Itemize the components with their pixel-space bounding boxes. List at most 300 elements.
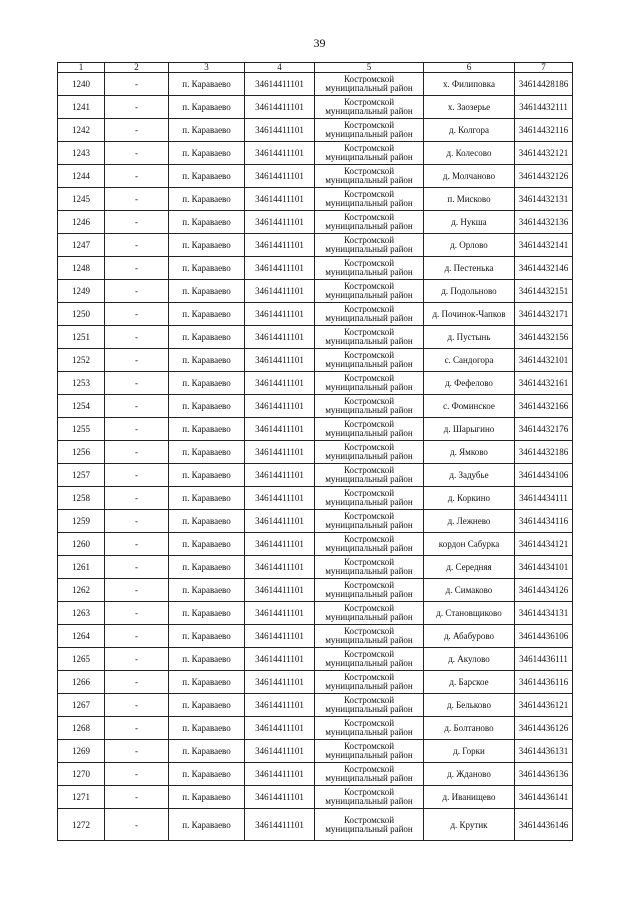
locality-cell: п. Караваево xyxy=(169,165,245,188)
district-cell xyxy=(315,763,424,786)
district-name-line1: Костромской xyxy=(343,787,395,797)
column-2-cell: - xyxy=(105,73,169,96)
settlement-cell: д. Орлово xyxy=(424,234,515,257)
settlement-cell: д. Абабурово xyxy=(424,625,515,648)
column-2-cell: - xyxy=(105,165,169,188)
district-name-line2: муниципальный район xyxy=(325,359,413,369)
district-cell xyxy=(315,234,424,257)
district-name-line1: Костромской xyxy=(343,327,395,337)
district-name-line1: Костромской xyxy=(343,120,395,130)
settlement-cell: д. Крутик xyxy=(424,809,515,841)
settlement-cell: д. Пестенька xyxy=(424,257,515,280)
district-name-line2: муниципальный район xyxy=(325,106,413,116)
locality-cell: п. Караваево xyxy=(169,556,245,579)
column-2-cell: - xyxy=(105,809,169,841)
settlement-cell: х. Филиповка xyxy=(424,73,515,96)
settlement-code-cell: 34614434106 xyxy=(515,464,573,487)
settlement-cell: д. Барское xyxy=(424,671,515,694)
settlement-cell: д. Ямково xyxy=(424,441,515,464)
col-header-7: 7 xyxy=(515,63,573,73)
row-number-cell: 1272 xyxy=(58,809,105,841)
row-number-cell: 1258 xyxy=(58,487,105,510)
district-cell xyxy=(315,119,424,142)
oktmo-code-cell: 34614411101 xyxy=(245,142,315,165)
locality-cell: п. Караваево xyxy=(169,372,245,395)
column-2-cell: - xyxy=(105,464,169,487)
column-2-cell: - xyxy=(105,740,169,763)
district-name-line1: Костромской xyxy=(343,212,395,222)
district-name-line1: Костромской xyxy=(343,143,395,153)
district-name-line2: муниципальный район xyxy=(325,681,413,691)
district-cell xyxy=(315,326,424,349)
district-name-line2: муниципальный район xyxy=(325,382,413,392)
district-name-line2: муниципальный район xyxy=(325,152,413,162)
row-number-cell: 1267 xyxy=(58,694,105,717)
column-2-cell: - xyxy=(105,510,169,533)
locality-cell: п. Караваево xyxy=(169,234,245,257)
locality-cell: п. Караваево xyxy=(169,533,245,556)
column-2-cell: - xyxy=(105,487,169,510)
district-cell xyxy=(315,487,424,510)
settlement-code-cell: 34614436141 xyxy=(515,786,573,809)
district-name-line2: муниципальный район xyxy=(325,704,413,714)
settlement-code-cell: 34614436146 xyxy=(515,809,573,841)
col-header-6: 6 xyxy=(424,63,515,73)
column-2-cell: - xyxy=(105,763,169,786)
district-cell xyxy=(315,809,424,841)
table-row xyxy=(58,533,573,556)
row-number-cell: 1241 xyxy=(58,96,105,119)
settlement-code-cell: 34614434126 xyxy=(515,579,573,602)
column-2-cell: - xyxy=(105,579,169,602)
row-number-cell: 1242 xyxy=(58,119,105,142)
locality-cell: п. Караваево xyxy=(169,418,245,441)
district-name-line1: Костромской xyxy=(343,373,395,383)
district-name-line2: муниципальный район xyxy=(325,221,413,231)
settlement-code-cell: 34614436131 xyxy=(515,740,573,763)
column-2-cell: - xyxy=(105,326,169,349)
district-name-line2: муниципальный район xyxy=(325,474,413,484)
settlement-code-cell: 34614434101 xyxy=(515,556,573,579)
column-2-cell: - xyxy=(105,257,169,280)
district-cell xyxy=(315,671,424,694)
col-header-3: 3 xyxy=(169,63,245,73)
column-2-cell: - xyxy=(105,441,169,464)
settlement-cell: д. Середняя xyxy=(424,556,515,579)
oktmo-code-cell: 34614411101 xyxy=(245,602,315,625)
table-row xyxy=(58,625,573,648)
oktmo-code-cell: 34614411101 xyxy=(245,257,315,280)
settlement-cell: с. Фоминское xyxy=(424,395,515,418)
page-number: 39 xyxy=(313,36,326,50)
row-number-cell: 1243 xyxy=(58,142,105,165)
column-2-cell: - xyxy=(105,556,169,579)
oktmo-code-cell: 34614411101 xyxy=(245,625,315,648)
column-2-cell: - xyxy=(105,234,169,257)
district-name-line2: муниципальный район xyxy=(325,405,413,415)
settlement-cell: д. Пустынь xyxy=(424,326,515,349)
settlement-code-cell: 34614434121 xyxy=(515,533,573,556)
table-row xyxy=(58,786,573,809)
district-cell xyxy=(315,694,424,717)
table-row xyxy=(58,372,573,395)
col-header-5: 5 xyxy=(315,63,424,73)
column-2-cell: - xyxy=(105,395,169,418)
locality-cell: п. Караваево xyxy=(169,395,245,418)
table-row xyxy=(58,234,573,257)
locality-cell: п. Караваево xyxy=(169,257,245,280)
table-row xyxy=(58,73,573,96)
column-2-cell: - xyxy=(105,349,169,372)
district-cell xyxy=(315,418,424,441)
district-name-line2: муниципальный район xyxy=(325,336,413,346)
column-2-cell: - xyxy=(105,533,169,556)
settlement-code-cell: 34614432146 xyxy=(515,257,573,280)
settlement-code-cell: 34614432131 xyxy=(515,188,573,211)
table-row xyxy=(58,602,573,625)
district-cell xyxy=(315,96,424,119)
oktmo-code-cell: 34614411101 xyxy=(245,556,315,579)
row-number-cell: 1268 xyxy=(58,717,105,740)
district-cell xyxy=(315,786,424,809)
row-number-cell: 1246 xyxy=(58,211,105,234)
row-number-cell: 1254 xyxy=(58,395,105,418)
district-name-line1: Костромской xyxy=(343,189,395,199)
row-number-cell: 1253 xyxy=(58,372,105,395)
table-row xyxy=(58,418,573,441)
locality-cell: п. Караваево xyxy=(169,326,245,349)
table-row xyxy=(58,349,573,372)
settlement-code-cell: 34614432186 xyxy=(515,441,573,464)
settlement-cell: д. Коркино xyxy=(424,487,515,510)
district-cell xyxy=(315,211,424,234)
locality-cell: п. Караваево xyxy=(169,648,245,671)
row-number-cell: 1247 xyxy=(58,234,105,257)
district-name-line1: Костромской xyxy=(343,557,395,567)
header-row xyxy=(58,63,573,73)
district-name-line1: Костромской xyxy=(343,649,395,659)
locality-cell: п. Караваево xyxy=(169,694,245,717)
district-name-line1: Костромской xyxy=(343,511,395,521)
district-name-line2: муниципальный район xyxy=(325,83,413,93)
settlement-cell: д. Фефелово xyxy=(424,372,515,395)
table-row xyxy=(58,694,573,717)
oktmo-code-cell: 34614411101 xyxy=(245,533,315,556)
settlement-cell: с. Сандогора xyxy=(424,349,515,372)
row-number-cell: 1255 xyxy=(58,418,105,441)
column-2-cell: - xyxy=(105,625,169,648)
locality-cell: п. Караваево xyxy=(169,671,245,694)
locality-cell: п. Караваево xyxy=(169,809,245,841)
locality-cell: п. Караваево xyxy=(169,717,245,740)
oktmo-code-cell: 34614411101 xyxy=(245,510,315,533)
district-cell xyxy=(315,257,424,280)
col-header-4: 4 xyxy=(245,63,315,73)
district-name-line1: Костромской xyxy=(343,741,395,751)
table-row xyxy=(58,326,573,349)
table-row xyxy=(58,763,573,786)
table-row xyxy=(58,188,573,211)
district-name-line2: муниципальный район xyxy=(325,823,413,834)
settlement-code-cell: 34614436111 xyxy=(515,648,573,671)
district-name-line2: муниципальный район xyxy=(325,727,413,737)
table-row xyxy=(58,165,573,188)
district-name-line2: муниципальный район xyxy=(325,129,413,139)
district-name-line2: муниципальный район xyxy=(325,290,413,300)
district-cell xyxy=(315,372,424,395)
table-row xyxy=(58,510,573,533)
table-row xyxy=(58,648,573,671)
district-name-line1: Костромской xyxy=(343,235,395,245)
row-number-cell: 1261 xyxy=(58,556,105,579)
district-cell xyxy=(315,602,424,625)
district-name-line1: Костромской xyxy=(343,258,395,268)
district-name-line2: муниципальный район xyxy=(325,313,413,323)
locality-cell: п. Караваево xyxy=(169,96,245,119)
oktmo-code-cell: 34614411101 xyxy=(245,211,315,234)
settlement-cell: д. Жданово xyxy=(424,763,515,786)
oktmo-code-cell: 34614411101 xyxy=(245,441,315,464)
oktmo-code-cell: 34614411101 xyxy=(245,418,315,441)
settlement-code-cell: 34614432141 xyxy=(515,234,573,257)
settlement-code-cell: 34614434116 xyxy=(515,510,573,533)
settlement-code-cell: 34614428186 xyxy=(515,73,573,96)
district-name-line2: муниципальный район xyxy=(325,198,413,208)
locality-cell: п. Караваево xyxy=(169,763,245,786)
oktmo-code-cell: 34614411101 xyxy=(245,487,315,510)
row-number-cell: 1271 xyxy=(58,786,105,809)
district-name-line2: муниципальный район xyxy=(325,635,413,645)
district-name-line1: Костромской xyxy=(343,814,395,825)
district-cell xyxy=(315,303,424,326)
row-number-cell: 1251 xyxy=(58,326,105,349)
row-number-cell: 1249 xyxy=(58,280,105,303)
district-name-line1: Костромской xyxy=(343,97,395,107)
column-2-cell: - xyxy=(105,119,169,142)
district-name-line1: Костромской xyxy=(343,488,395,498)
settlement-code-cell: 34614436136 xyxy=(515,763,573,786)
settlement-cell: кордон Сабурка xyxy=(424,533,515,556)
locality-cell: п. Караваево xyxy=(169,625,245,648)
settlement-code-cell: 34614432111 xyxy=(515,96,573,119)
district-name-line2: муниципальный район xyxy=(325,773,413,783)
oktmo-code-cell: 34614411101 xyxy=(245,717,315,740)
locality-cell: п. Караваево xyxy=(169,464,245,487)
oktmo-code-cell: 34614411101 xyxy=(245,96,315,119)
locality-cell: п. Караваево xyxy=(169,142,245,165)
row-number-cell: 1252 xyxy=(58,349,105,372)
district-name-line2: муниципальный район xyxy=(325,589,413,599)
district-name-line2: муниципальный район xyxy=(325,497,413,507)
settlement-cell: д. Починок-Чапков xyxy=(424,303,515,326)
locality-cell: п. Караваево xyxy=(169,211,245,234)
district-name-line1: Костромской xyxy=(343,166,395,176)
column-2-cell: - xyxy=(105,602,169,625)
settlement-cell: д. Колесово xyxy=(424,142,515,165)
row-number-cell: 1250 xyxy=(58,303,105,326)
table-row xyxy=(58,740,573,763)
locality-cell: п. Караваево xyxy=(169,487,245,510)
settlement-cell: д. Молчаново xyxy=(424,165,515,188)
district-name-line1: Костромской xyxy=(343,465,395,475)
oktmo-code-cell: 34614411101 xyxy=(245,694,315,717)
column-2-cell: - xyxy=(105,211,169,234)
column-2-cell: - xyxy=(105,418,169,441)
row-number-cell: 1257 xyxy=(58,464,105,487)
district-name-line1: Костромской xyxy=(343,281,395,291)
locality-cell: п. Караваево xyxy=(169,441,245,464)
settlements-table xyxy=(57,62,573,841)
oktmo-code-cell: 34614411101 xyxy=(245,280,315,303)
column-2-cell: - xyxy=(105,648,169,671)
district-name-line1: Костромской xyxy=(343,695,395,705)
locality-cell: п. Караваево xyxy=(169,579,245,602)
col-header-1: 1 xyxy=(58,63,105,73)
oktmo-code-cell: 34614411101 xyxy=(245,372,315,395)
district-cell xyxy=(315,188,424,211)
column-2-cell: - xyxy=(105,671,169,694)
locality-cell: п. Караваево xyxy=(169,73,245,96)
district-name-line2: муниципальный район xyxy=(325,566,413,576)
district-cell xyxy=(315,73,424,96)
settlement-cell: д. Горки xyxy=(424,740,515,763)
oktmo-code-cell: 34614411101 xyxy=(245,234,315,257)
settlement-code-cell: 34614432116 xyxy=(515,119,573,142)
district-name-line1: Костромской xyxy=(343,304,395,314)
settlement-code-cell: 34614436106 xyxy=(515,625,573,648)
district-cell xyxy=(315,648,424,671)
district-name-line1: Костромской xyxy=(343,580,395,590)
table-row xyxy=(58,303,573,326)
oktmo-code-cell: 34614411101 xyxy=(245,809,315,841)
district-cell xyxy=(315,280,424,303)
district-cell xyxy=(315,441,424,464)
settlement-code-cell: 34614432151 xyxy=(515,280,573,303)
district-name-line2: муниципальный район xyxy=(325,750,413,760)
settlement-code-cell: 34614432156 xyxy=(515,326,573,349)
oktmo-code-cell: 34614411101 xyxy=(245,188,315,211)
district-name-line2: муниципальный район xyxy=(325,520,413,530)
table-row xyxy=(58,556,573,579)
settlement-code-cell: 34614436116 xyxy=(515,671,573,694)
district-name-line2: муниципальный район xyxy=(325,428,413,438)
district-name-line2: муниципальный район xyxy=(325,612,413,622)
table-body xyxy=(58,73,573,841)
locality-cell: п. Караваево xyxy=(169,188,245,211)
district-name-line1: Костромской xyxy=(343,718,395,728)
row-number-cell: 1270 xyxy=(58,763,105,786)
oktmo-code-cell: 34614411101 xyxy=(245,395,315,418)
district-name-line1: Костромской xyxy=(343,534,395,544)
table-row xyxy=(58,464,573,487)
settlement-code-cell: 34614432171 xyxy=(515,303,573,326)
row-number-cell: 1260 xyxy=(58,533,105,556)
row-number-cell: 1269 xyxy=(58,740,105,763)
row-number-cell: 1240 xyxy=(58,73,105,96)
table-row xyxy=(58,579,573,602)
table-row xyxy=(58,487,573,510)
district-cell xyxy=(315,625,424,648)
district-name-line1: Костромской xyxy=(343,419,395,429)
district-name-line1: Костромской xyxy=(343,764,395,774)
row-number-cell: 1263 xyxy=(58,602,105,625)
district-name-line1: Костромской xyxy=(343,626,395,636)
column-2-cell: - xyxy=(105,786,169,809)
row-number-cell: 1264 xyxy=(58,625,105,648)
column-2-cell: - xyxy=(105,142,169,165)
district-cell xyxy=(315,349,424,372)
settlement-cell: х. Заозерье xyxy=(424,96,515,119)
table-row xyxy=(58,395,573,418)
table-row xyxy=(58,96,573,119)
district-name-line2: муниципальный район xyxy=(325,267,413,277)
settlement-code-cell: 34614432161 xyxy=(515,372,573,395)
column-2-cell: - xyxy=(105,280,169,303)
district-cell xyxy=(315,717,424,740)
table-row xyxy=(58,211,573,234)
settlement-code-cell: 34614436121 xyxy=(515,694,573,717)
settlement-code-cell: 34614432126 xyxy=(515,165,573,188)
locality-cell: п. Караваево xyxy=(169,119,245,142)
settlement-code-cell: 34614436126 xyxy=(515,717,573,740)
row-number-cell: 1262 xyxy=(58,579,105,602)
district-name-line1: Костромской xyxy=(343,672,395,682)
column-2-cell: - xyxy=(105,694,169,717)
locality-cell: п. Караваево xyxy=(169,786,245,809)
col-header-2: 2 xyxy=(105,63,169,73)
settlement-cell: д. Лежнево xyxy=(424,510,515,533)
district-name-line2: муниципальный район xyxy=(325,451,413,461)
locality-cell: п. Караваево xyxy=(169,349,245,372)
settlement-cell: д. Подольново xyxy=(424,280,515,303)
column-2-cell: - xyxy=(105,303,169,326)
settlement-code-cell: 34614432136 xyxy=(515,211,573,234)
settlement-cell: д. Болтаново xyxy=(424,717,515,740)
district-name-line2: муниципальный район xyxy=(325,796,413,806)
settlement-cell: д. Нукша xyxy=(424,211,515,234)
locality-cell: п. Караваево xyxy=(169,280,245,303)
oktmo-code-cell: 34614411101 xyxy=(245,165,315,188)
oktmo-code-cell: 34614411101 xyxy=(245,326,315,349)
table-row xyxy=(58,441,573,464)
oktmo-code-cell: 34614411101 xyxy=(245,671,315,694)
settlement-cell: п. Мисково xyxy=(424,188,515,211)
settlement-cell: д. Акулово xyxy=(424,648,515,671)
table-row xyxy=(58,717,573,740)
oktmo-code-cell: 34614411101 xyxy=(245,73,315,96)
settlement-code-cell: 34614434111 xyxy=(515,487,573,510)
oktmo-code-cell: 34614411101 xyxy=(245,740,315,763)
column-2-cell: - xyxy=(105,372,169,395)
table-row xyxy=(58,671,573,694)
oktmo-code-cell: 34614411101 xyxy=(245,349,315,372)
row-number-cell: 1245 xyxy=(58,188,105,211)
district-name-line2: муниципальный район xyxy=(325,175,413,185)
settlement-cell: д. Шарыгино xyxy=(424,418,515,441)
locality-cell: п. Караваево xyxy=(169,510,245,533)
settlement-code-cell: 34614434131 xyxy=(515,602,573,625)
settlement-code-cell: 34614432176 xyxy=(515,418,573,441)
district-name-line1: Костромской xyxy=(343,603,395,613)
district-cell xyxy=(315,533,424,556)
district-cell xyxy=(315,464,424,487)
oktmo-code-cell: 34614411101 xyxy=(245,464,315,487)
row-number-cell: 1248 xyxy=(58,257,105,280)
settlement-code-cell: 34614432166 xyxy=(515,395,573,418)
oktmo-code-cell: 34614411101 xyxy=(245,303,315,326)
oktmo-code-cell: 34614411101 xyxy=(245,579,315,602)
district-name-line2: муниципальный район xyxy=(325,658,413,668)
